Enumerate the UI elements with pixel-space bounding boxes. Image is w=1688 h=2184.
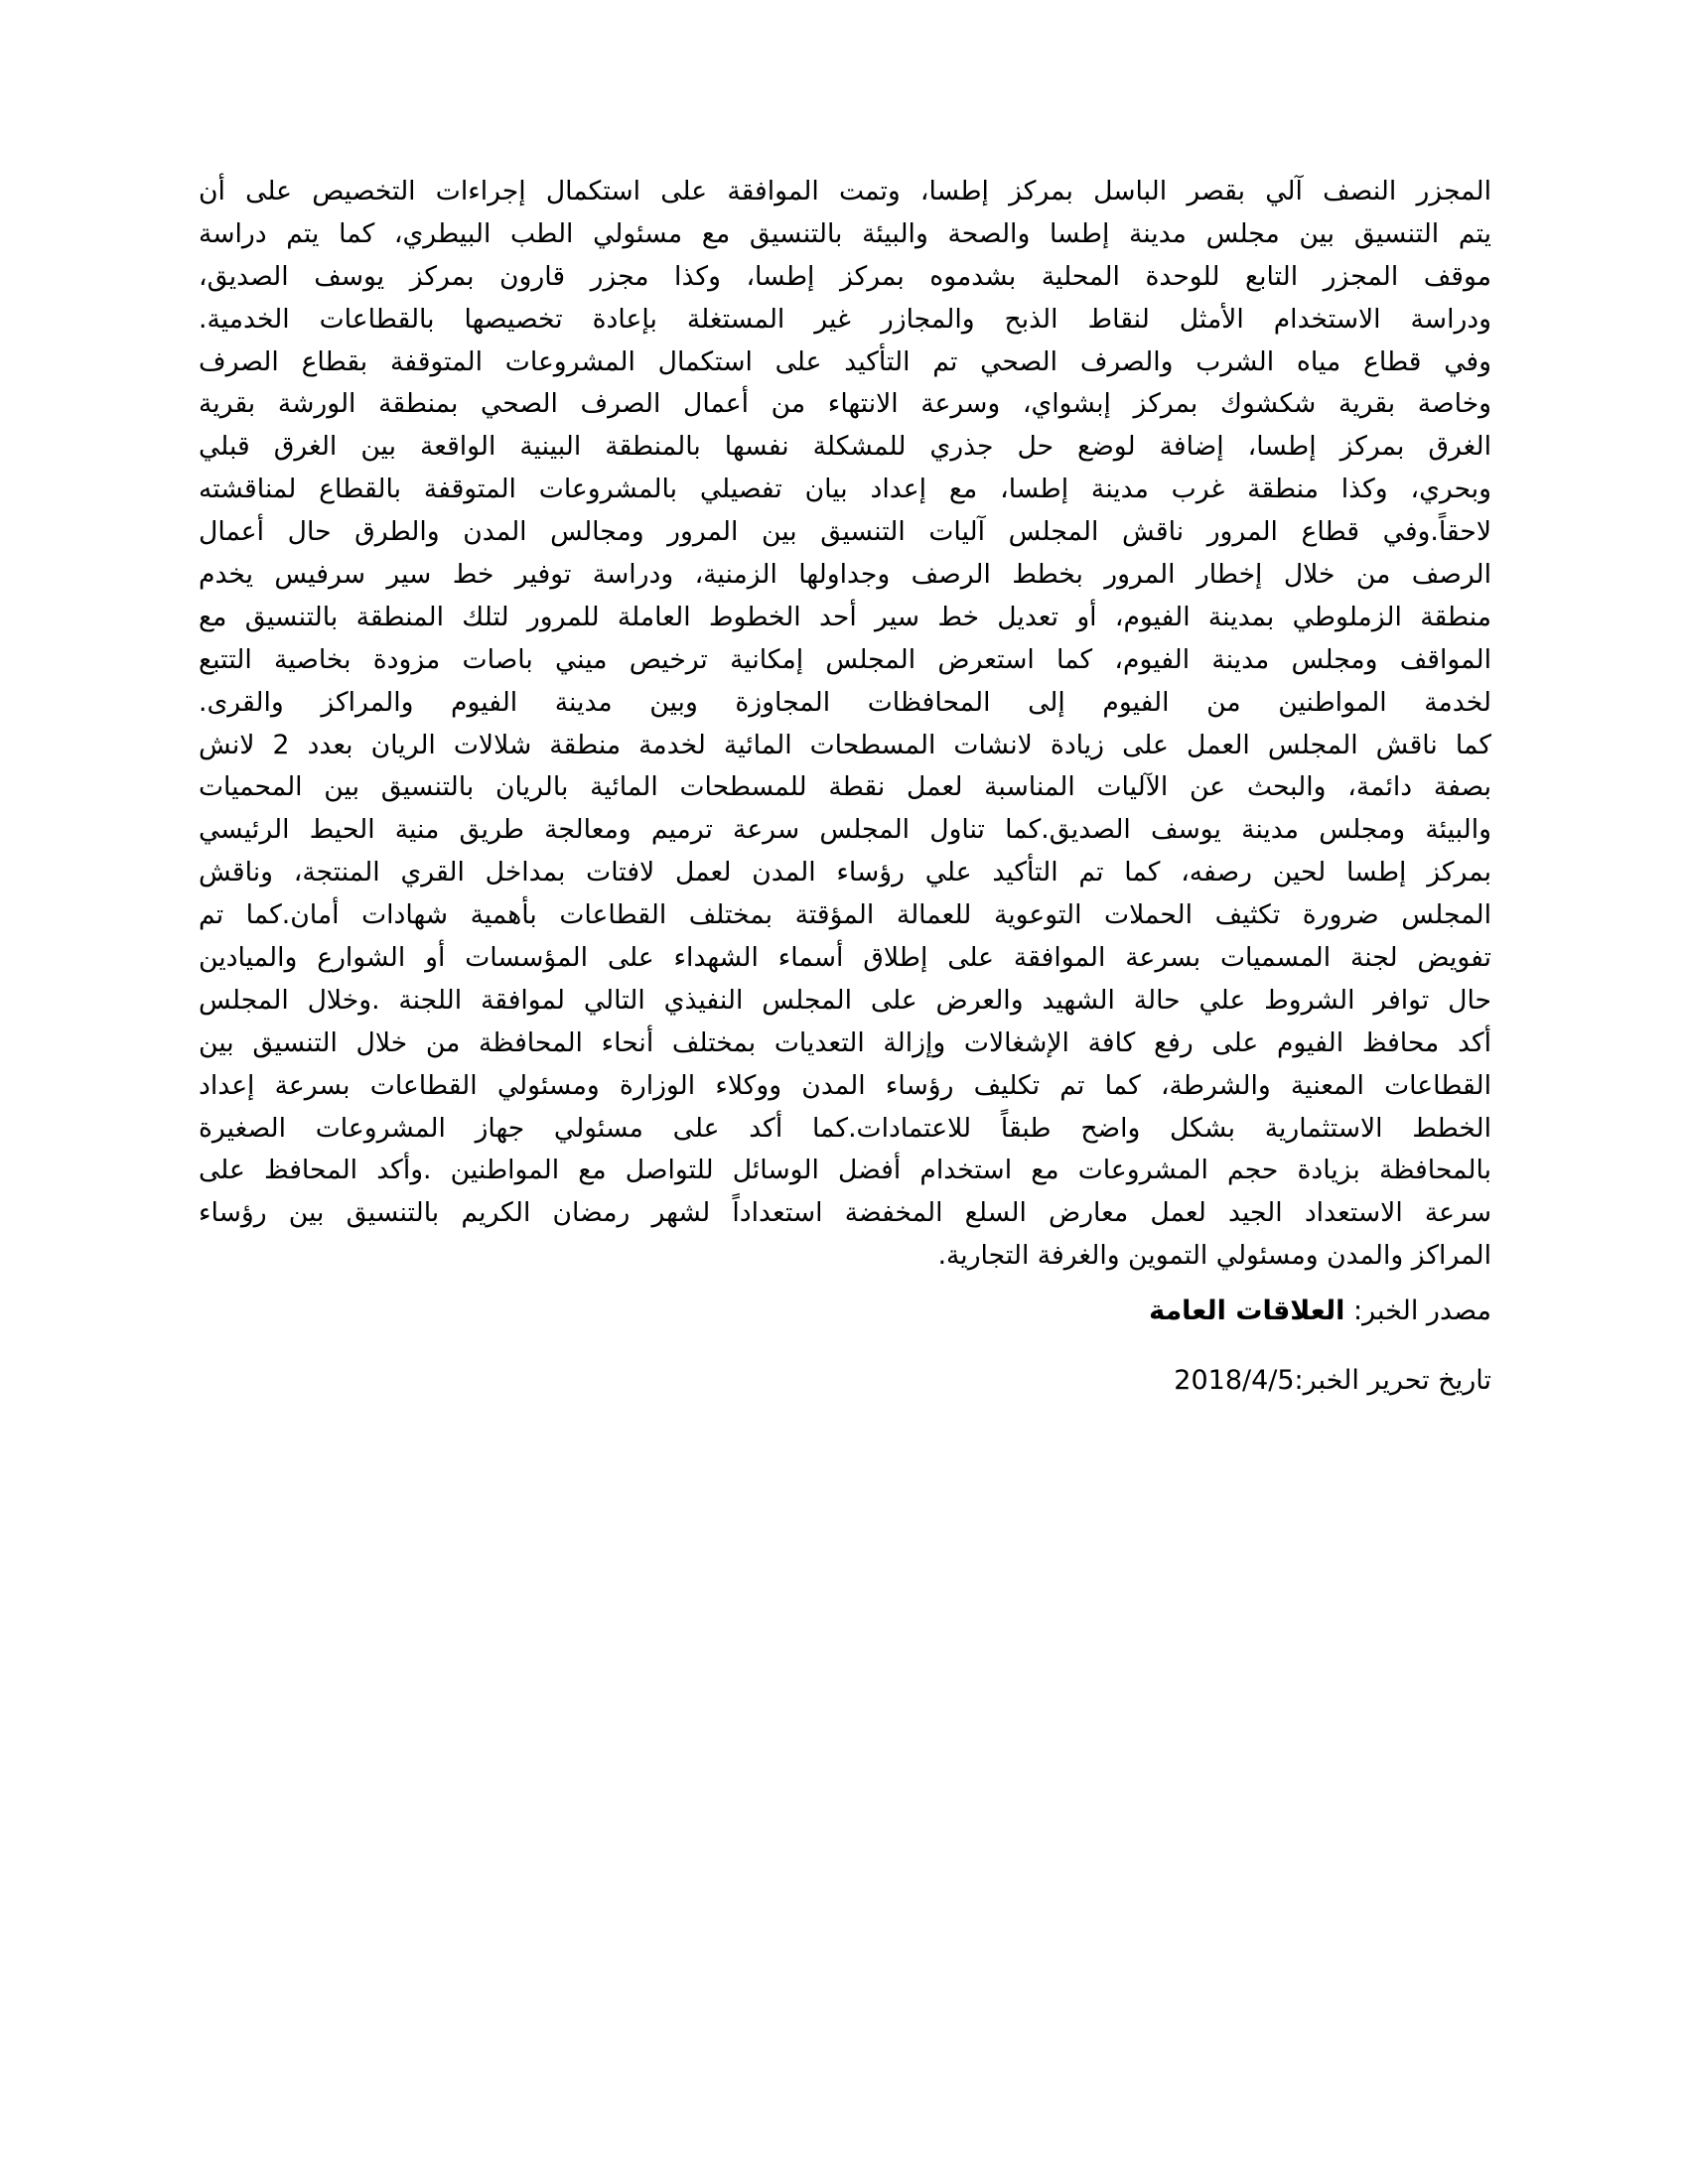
article-line: والبيئة ومجلس مدينة يوسف الصديق.كما تناول المجلس سرعة ترميم ومعالجة طريق منية الحيط الرئيسي	[199, 814, 1491, 846]
article-line: وفي قطاع مياه الشرب والصرف الصحي تم التأكيد على استكمال المشروعات المتوقفة بقطاع الصرف	[199, 345, 1491, 377]
article-line: بمركز إطسا لحين رصفه، كما تم التأكيد علي رؤساء المدن لعمل لافتات بمداخل القري المنتجة، وناقش	[199, 857, 1491, 888]
article-line: حال توافر الشروط علي حالة الشهيد والعرض على المجلس النفيذي التالي لموافقة اللجنة .وخلال المجلس	[199, 984, 1491, 1016]
article-line: أكد محافظ الفيوم على رفع كافة الإشغالات وإزالة التعديات بمختلف أنحاء المحافظة من خلال التنسيق بين	[199, 1026, 1491, 1058]
article-line: وبحري، وكذا منطقة غرب مدينة إطسا، مع إعداد بيان تفصيلي بالمشروعات المتوقفة بالقطاع لمناقشته	[199, 474, 1491, 505]
article-line: تفويض لجنة المسميات بسرعة الموافقة على إطلاق أسماء الشهداء على المؤسسات أو الشوارع والميادين	[199, 942, 1491, 974]
article-line: الغرق بمركز إطسا، إضافة لوضع حل جذري للمشكلة نفسها بالمنطقة البينية الواقعة بين الغرق قبلي	[199, 431, 1491, 463]
article-line: لخدمة المواطنين من الفيوم إلى المحافظات المجاوزة وبين مدينة الفيوم والمراكز والقرى.	[199, 686, 1491, 718]
article-line: وخاصة بقرية شكشوك بمركز إبشواي، وسرعة الانتهاء من أعمال الصرف الصحي بمنطقة الورشة بقرية	[199, 388, 1491, 420]
article-line: موقف المجزر التابع للوحدة المحلية بشدموه بمركز إطسا، وكذا مجزر قارون بمركز يوسف الصديق،	[199, 260, 1491, 292]
news-article	[199, 171, 1491, 1401]
article-line: كما ناقش المجلس العمل على زيادة لانشات المسطحات المائية لخدمة منطقة شلالات الريان بعدد 2 لانش	[199, 729, 1491, 760]
article-line: لاحقاً.وفي قطاع المرور ناقش المجلس آليات التنسيق بين المرور ومجالس المدن والطرق حال أعمال	[199, 516, 1491, 548]
article-line: بالمحافظة بزيادة حجم المشروعات مع استخدام أفضل الوسائل للتواصل مع المواطنين .وأكد المحافظ على	[199, 1155, 1491, 1186]
article-line: القطاعات المعنية والشرطة، كما تم تكليف رؤساء المدن ووكلاء الوزارة ومسئولي القطاعات بسرعة إعداد	[199, 1069, 1491, 1101]
news-date-label: تاريخ تحرير الخبر:	[1294, 1365, 1491, 1397]
news-source-value: العلاقات العامة	[1149, 1296, 1345, 1327]
article-line: المجلس ضرورة تكثيف الحملات التوعوية للعمالة المؤقتة بمختلف القطاعات بأهمية شهادات أمان.كما تم	[199, 899, 1491, 931]
article-line: بصفة دائمة، والبحث عن الآليات المناسبة لعمل نقطة للمسطحات المائية بالريان بالتنسيق بين المحميات	[199, 771, 1491, 803]
article-line-last: المراكز والمدن ومسئولي التموين والغرفة التجارية.	[937, 1240, 1491, 1272]
article-line: المجزر النصف آلي بقصر الباسل بمركز إطسا، وتمت الموافقة على استكمال إجراءات التخصيص على أن	[199, 176, 1491, 206]
article-line: الخطط الاستثمارية بشكل واضح طبقاً للاعتمادات.كما أكد على مسئولي جهاز المشروعات الصغيرة	[199, 1112, 1491, 1144]
news-date	[199, 1361, 1491, 1401]
article-line: الرصف من خلال إخطار المرور بخطط الرصف وجداولها الزمنية، ودراسة توفير خط سير سرفيس يخدم	[199, 559, 1491, 591]
news-source-label: مصدر الخبر:	[1344, 1296, 1491, 1327]
article-line: المواقف ومجلس مدينة الفيوم، كما استعرض المجلس إمكانية ترخيص ميني باصات مزودة بخاصية التتبع	[199, 643, 1491, 675]
news-source	[199, 1292, 1491, 1331]
article-line: يتم التنسيق بين مجلس مدينة إطسا والصحة والبيئة بالتنسيق مع مسئولي الطب البيطري، كما يتم دراسة	[199, 217, 1491, 249]
article-line: سرعة الاستعداد الجيد لعمل معارض السلع المخفضة استعداداً لشهر رمضان الكريم بالتنسيق بين رؤساء	[199, 1197, 1491, 1229]
article-line: ودراسة الاستخدام الأمثل لنقاط الذبح والمجازر غير المستغلة بإعادة تخصيصها بالقطاعات الخدمية.	[199, 303, 1491, 335]
news-date-value: 2018/4/5	[1174, 1365, 1295, 1397]
article-line: منطقة الزملوطي بمدينة الفيوم، أو تعديل خط سير أحد الخطوط العاملة للمرور لتلك المنطقة بالتنسيق مع	[199, 601, 1491, 632]
